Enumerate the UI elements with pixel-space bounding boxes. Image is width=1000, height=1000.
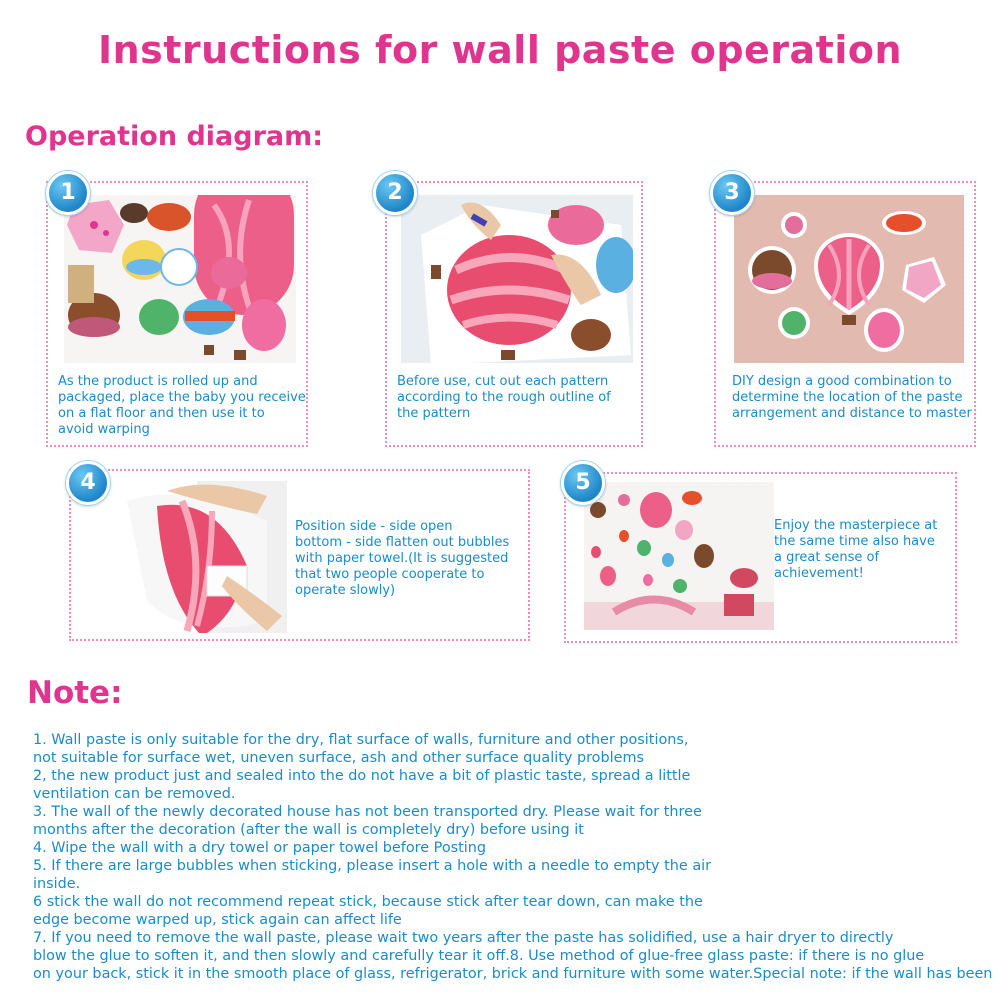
- note-line: on your back, stick it in the smooth place of glass, refrigerator, brick and furniture with some water.Special note: if the wall has been: [33, 966, 993, 982]
- step-1-photo: [64, 195, 296, 363]
- step-2-photo: [401, 195, 633, 363]
- step-3-badge: 3: [710, 171, 754, 215]
- note-line: blow the glue to soften it, and then slowly and carefully tear it off.8. Use method of glue-free glass paste: if there is no glue: [33, 948, 925, 964]
- note-line: 3. The wall of the newly decorated house has not been transported dry. Please wait for three: [33, 804, 702, 820]
- step-4-badge: 4: [66, 461, 110, 505]
- notes-list: [33, 731, 1000, 983]
- note-line: 1. Wall paste is only suitable for the dry, flat surface of walls, furniture and other positions,: [33, 732, 689, 748]
- operation-diagram-heading: Operation diagram:: [25, 121, 324, 152]
- step-5-card: [564, 472, 957, 643]
- note-line: 7. If you need to remove the wall paste, please wait two years after the paste has solidified, use a hair dryer to directly: [33, 930, 894, 946]
- step-4-description: Position side - side open bottom - side flatten out bubbles with paper towel.(It is suggested that two people cooperate to operate slowly): [295, 519, 510, 598]
- step-2-badge: 2: [373, 171, 417, 215]
- page-title: Instructions for wall paste operation: [97, 28, 903, 72]
- note-line: 6 stick the wall do not recommend repeat stick, because stick after tear down, can make the: [33, 894, 703, 910]
- note-line: inside.: [33, 876, 81, 892]
- note-line: 5. If there are large bubbles when sticking, please insert a hole with a needle to empty the air: [33, 858, 712, 874]
- step-1-description: As the product is rolled up and packaged, place the baby you receive on a flat floor and then use it to avoid warping: [58, 374, 306, 437]
- note-line: 2, the new product just and sealed into the do not have a bit of plastic taste, spread a little: [33, 768, 691, 784]
- note-line: not suitable for surface wet, uneven surface, ash and other surface quality problems: [33, 750, 644, 766]
- step-3-photo: [734, 195, 964, 363]
- step-5-badge: 5: [561, 461, 605, 505]
- note-line: 4. Wipe the wall with a dry towel or paper towel before Posting: [33, 840, 487, 856]
- step-1-card: [46, 181, 308, 447]
- step-4-card: [69, 469, 530, 641]
- note-heading: Note:: [27, 675, 123, 711]
- step-3-card: [714, 181, 976, 447]
- note-line: edge become warped up, stick again can affect life: [33, 912, 402, 928]
- step-5-description: Enjoy the masterpiece at the same time also have a great sense of achievement!: [774, 518, 938, 581]
- step-1-badge: 1: [46, 171, 90, 215]
- step-4-photo: [87, 481, 287, 633]
- note-line: months after the decoration (after the wall is completely dry) before using it: [33, 822, 584, 838]
- note-line: ventilation can be removed.: [33, 786, 236, 802]
- step-2-description: Before use, cut out each pattern according to the rough outline of the pattern: [397, 374, 611, 421]
- step-2-card: [385, 181, 643, 447]
- step-3-description: DIY design a good combination to determine the location of the paste arrangement and distance to master: [732, 374, 972, 421]
- step-5-photo: [584, 482, 774, 630]
